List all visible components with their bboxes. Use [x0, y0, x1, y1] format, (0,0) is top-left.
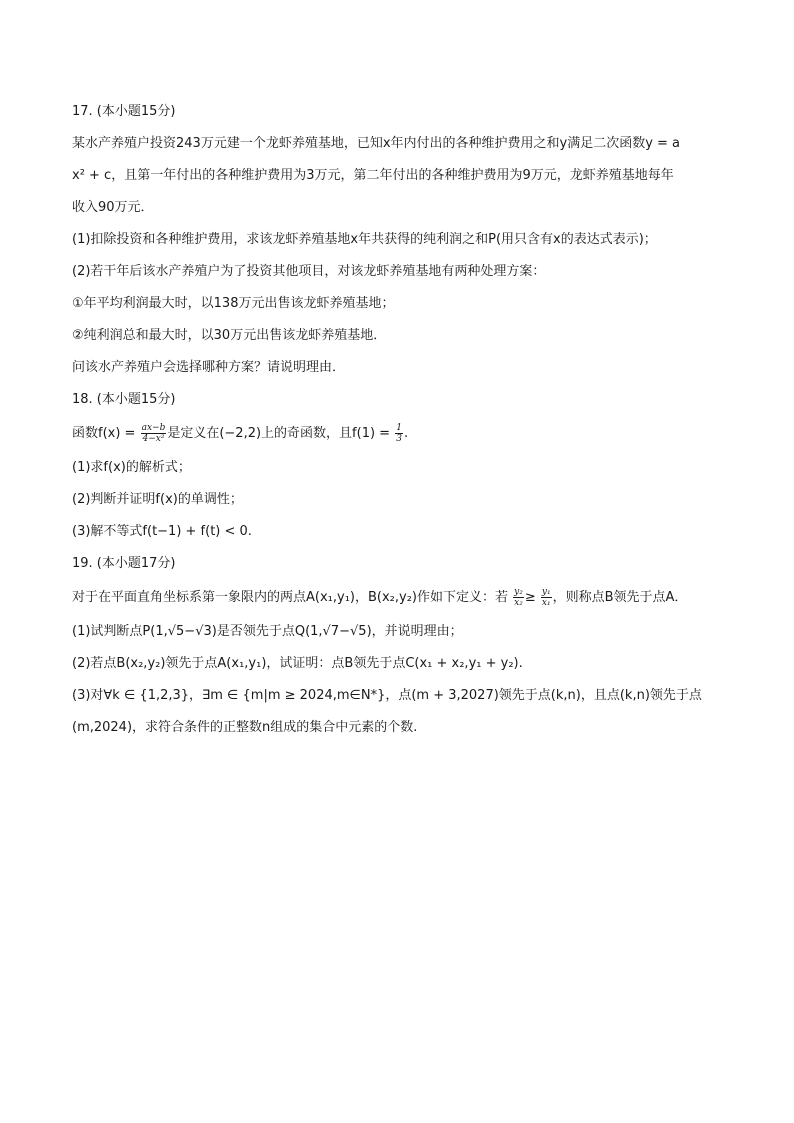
q19-part-1-prefix: (1)试判断点P(1,	[72, 624, 168, 639]
q17-option-2: ②纯利润总和最大时，以30万元出售该龙虾养殖基地．	[72, 328, 387, 343]
q18-header: 18. (本小题15分)	[72, 392, 176, 407]
q17-question: 问该水产养殖户会选择哪种方案？请说明理由．	[72, 360, 346, 375]
q18-value-denominator: 3	[396, 434, 402, 444]
q19-sqrt-5-b: √5	[350, 624, 367, 639]
q19-part-1-middle: )是否领先于点Q(1,	[211, 624, 323, 639]
q19-sqrt-3: √3	[195, 624, 212, 639]
q17-part-1: (1)扣除投资和各种维护费用，求该龙虾养殖基地x年共获得的纯利润之和P(用只含有x的表达式表示)；	[72, 232, 657, 247]
q19-ge-sign: ≥	[524, 590, 536, 605]
q19-minus-b: −	[339, 624, 351, 639]
q19-fraction-a	[541, 587, 552, 608]
q19-part-3-line-1: (3)对∀k ∈ {1,2,3}，∃m ∈ {m|m ≥ 2024,m∈N*}，点(m + 3,2027)领先于点(k,n)，且点(k,n)领先于点	[72, 688, 702, 703]
q19-part-1	[72, 616, 722, 648]
q19-minus-a: −	[184, 624, 196, 639]
q19-fraction-a-numerator: y₁	[541, 587, 551, 597]
q19-stem-end: ，则称点B领先于点A．	[552, 590, 688, 605]
q18-fraction-denominator: 4−x²	[142, 434, 165, 444]
q18-part-1: (1)求f(x)的解析式；	[72, 460, 191, 475]
q18-part-2: (2)判断并证明f(x)的单调性；	[72, 492, 243, 507]
q19-fraction-b-numerator: y₂	[514, 587, 523, 597]
q19-part-1-end: )，并说明理由；	[366, 624, 463, 639]
q19-sqrt-7: √7	[322, 624, 340, 639]
q19-header: 19. (本小题17分)	[72, 556, 176, 571]
document-content	[72, 96, 722, 744]
q17-stem-line-3: 收入90万元．	[72, 200, 154, 215]
q19-sqrt-5-a: √5	[167, 624, 185, 639]
q17-part-2: (2)若干年后该水产养殖户为了投资其他项目，对该龙虾养殖基地有两种处理方案：	[72, 264, 546, 279]
q18-part-3: (3)解不等式f(t−1) + f(t) < 0.	[72, 524, 252, 539]
q17-header: 17. (本小题15分)	[72, 104, 176, 119]
q19-fraction-b-denominator: x₂	[514, 598, 523, 608]
q18-value-fraction	[395, 423, 403, 444]
q18-stem-middle: 是定义在(−2,2)上的奇函数，且f(1) =	[167, 426, 391, 441]
q17-stem-line-1: 某水产养殖户投资243万元建一个龙虾养殖基地，已知x年内付出的各种维护费用之和y满足二次函数y = a	[72, 136, 681, 151]
q19-fraction-a-denominator: x₁	[541, 598, 551, 608]
q19-part-2: (2)若点B(x₂,y₂)领先于点A(x₁,y₁)，试证明：点B领先于点C(x₁ + x₂,y₁ + y₂).	[72, 656, 523, 671]
q18-stem-prefix: 函数f(x) =	[72, 426, 136, 441]
q18-value-numerator: 1	[396, 423, 402, 433]
q19-part-3-line-2: (m,2024)，求符合条件的正整数n组成的集合中元素的个数.	[72, 720, 418, 735]
q18-stem	[72, 416, 722, 452]
q17-stem-line-2: x² + c，且第一年付出的各种维护费用为3万元，第二年付出的各种维护费用为9万元，龙虾养殖基地每年	[72, 168, 674, 183]
q18-fraction-numerator: ax−b	[141, 423, 166, 433]
q18-stem-end: .	[403, 426, 409, 441]
q17-option-1: ①年平均利润最大时，以138万元出售该龙虾养殖基地；	[72, 296, 395, 311]
q19-fraction-b	[513, 587, 524, 608]
q18-function-fraction	[141, 423, 167, 444]
q19-stem	[72, 580, 722, 616]
q19-stem-prefix: 对于在平面直角坐标系第一象限内的两点A(x₁,y₁)，B(x₂,y₂)作如下定义：若	[72, 590, 508, 605]
